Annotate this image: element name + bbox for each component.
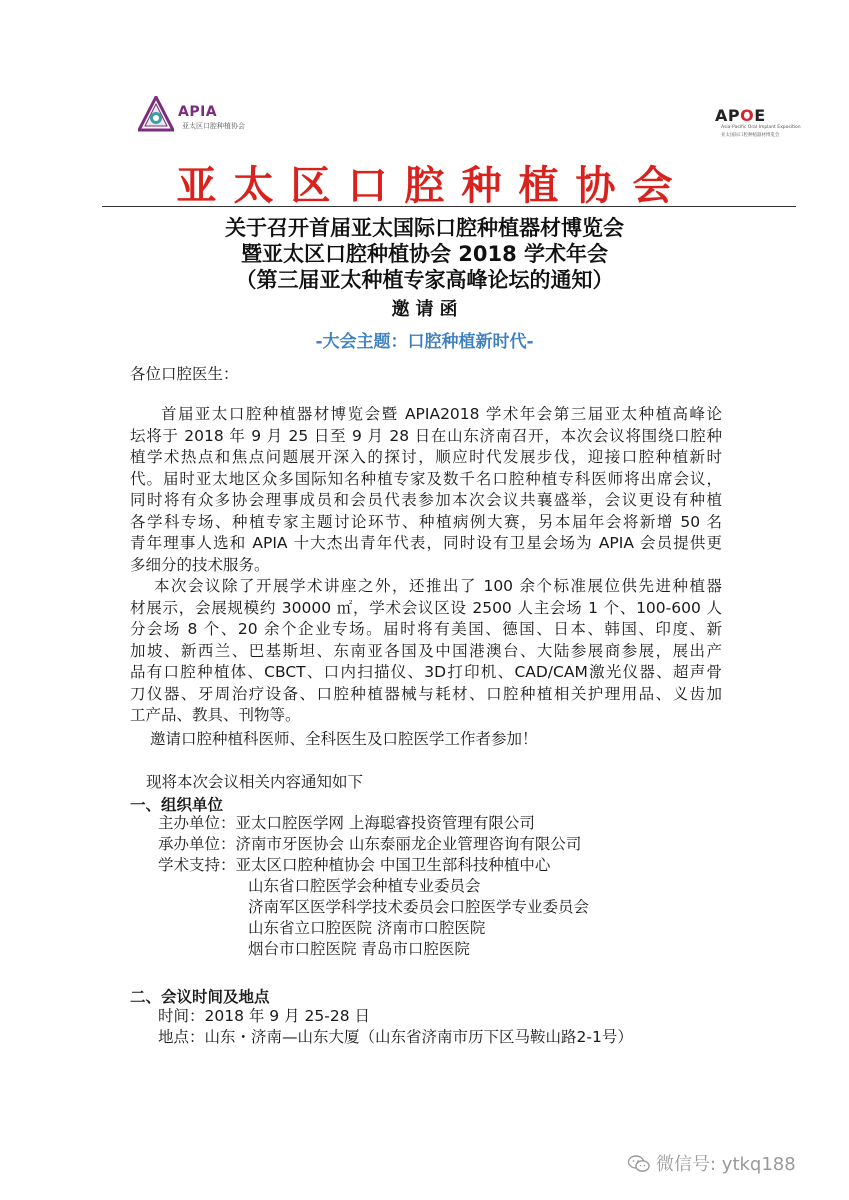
host-units: 主办单位：亚太口腔医学网 上海聪睿投资管理有限公司 — [158, 814, 535, 832]
meeting-place: 地点：山东・济南—山东大厦（山东省济南市历下区马鞍山路2-1号） — [158, 1028, 633, 1046]
apoe-logo-name: APOE — [715, 106, 766, 125]
paragraph-line: 分会场 8 个、20 余个企业专场。届时将有美国、德国、日本、韩国、印度、新 — [130, 620, 722, 638]
academic-support-item: 山东省立口腔医院 济南市口腔医院 — [248, 919, 486, 937]
header-divider — [102, 206, 796, 207]
paragraph-line: 多细分的技术服务。 — [130, 555, 270, 574]
apoe-logo-subtitle-cn: 亚太国际口腔种植器材博览会 — [721, 133, 780, 138]
conference-theme: -大会主题：口腔种植新时代- — [315, 332, 534, 352]
paragraph-line: 首届亚太口腔种植器材博览会暨 APIA2018 学术年会第三届亚太种植高峰论 — [161, 405, 722, 423]
invitation-heading: 邀请函 — [391, 299, 464, 320]
paragraph-line: 工产品、教具、刊物等。 — [130, 706, 301, 724]
section-organizers-title: 一、组织单位 — [130, 796, 224, 814]
paragraph-line: 加坡、新西兰、巴基斯坦、东南亚各国及中国港澳台、大陆参展商参展，展出产 — [130, 641, 722, 660]
wechat-watermark — [628, 1150, 796, 1176]
paragraph-line: 各学科专场、种植专家主题讨论环节、种植病例大赛，另本届年会将新增 50 名 — [130, 512, 722, 531]
watermark-text: 微信号: ytkq188 — [656, 1154, 796, 1175]
notice-title-line-3: （第三届亚太种植专家高峰论坛的通知） — [235, 268, 614, 292]
paragraph-line: 同时将有众多协会理事成员和会员代表参加本次会议共襄盛举，会议更设有种植 — [130, 491, 722, 509]
paragraph-line: 材展示，会展规模约 30000 ㎡，学术会议区设 2500 人主会场 1 个、100-600 人 — [130, 598, 722, 617]
apoe-logo-subtitle-en: Asia-Pacific Oral Implant Exposition — [721, 125, 801, 130]
salutation: 各位口腔医生： — [130, 365, 239, 383]
notice-title-line-1: 关于召开首届亚太国际口腔种植器材博览会 — [225, 216, 624, 240]
apoe-logo — [715, 106, 801, 146]
apia-logo-subtitle: 亚太区口腔种植协会 — [182, 122, 245, 130]
paragraph-line: 坛将于 2018 年 9 月 25 日至 9 月 28 日在山东济南召开，本次会议将围绕口腔种 — [130, 426, 722, 445]
paragraph-line: 本次会议除了开展学术讲座之外，还推出了 100 余个标准展位供先进种植器 — [154, 577, 722, 595]
paragraph-intro — [130, 404, 722, 576]
paragraph-line: 刀仪器、牙周治疗设备、口腔种植器械与耗材、口腔种植相关护理用品、义齿加 — [130, 684, 722, 703]
paragraph-line: 代。届时亚太地区众多国际知名种植专家及数千名口腔种植专科医师将出席会议， — [130, 469, 722, 488]
apia-logo-name: APIA — [178, 104, 218, 120]
apia-triangle-logo-icon — [138, 96, 174, 132]
invitation-sentence: 邀请口腔种植科医师、全科医生及口腔医学工作者参加！ — [150, 730, 538, 748]
organizing-units: 承办单位：济南市牙医协会 山东泰丽龙企业管理咨询有限公司 — [158, 835, 582, 853]
apia-logo — [138, 96, 248, 136]
paragraph-line: 植学术热点和焦点问题展开深入的探讨，顺应时代发展步伐，迎接口腔种植新时 — [130, 448, 722, 466]
notice-title-line-2: 暨亚太区口腔种植协会 2018 学术年会 — [240, 242, 609, 266]
organization-title: 亚太区口腔种植协会 — [176, 163, 690, 209]
section-time-place-title: 二、会议时间及地点 — [130, 988, 270, 1006]
meeting-time: 时间：2018 年 9 月 25-28 日 — [158, 1007, 370, 1025]
wechat-icon — [628, 1155, 650, 1173]
notice-intro: 现将本次会议相关内容通知如下 — [146, 773, 364, 791]
academic-support: 学术支持：亚太区口腔种植协会 中国卫生部科技种植中心 — [158, 856, 551, 874]
academic-support-item: 山东省口腔医学会种植专业委员会 — [248, 877, 481, 895]
paragraph-line: 青年理事人选和 APIA 十大杰出青年代表，同时设有卫星会场为 APIA 会员提供更 — [130, 534, 722, 552]
academic-support-item: 济南军区医学科学技术委员会口腔医学专业委员会 — [248, 898, 590, 916]
paragraph-line: 品有口腔种植体、CBCT、口内扫描仪、3D打印机、CAD/CAM激光仪器、超声骨 — [130, 663, 722, 681]
academic-support-item: 烟台市口腔医院 青岛市口腔医院 — [248, 940, 470, 958]
paragraph-exhibition — [130, 576, 722, 727]
